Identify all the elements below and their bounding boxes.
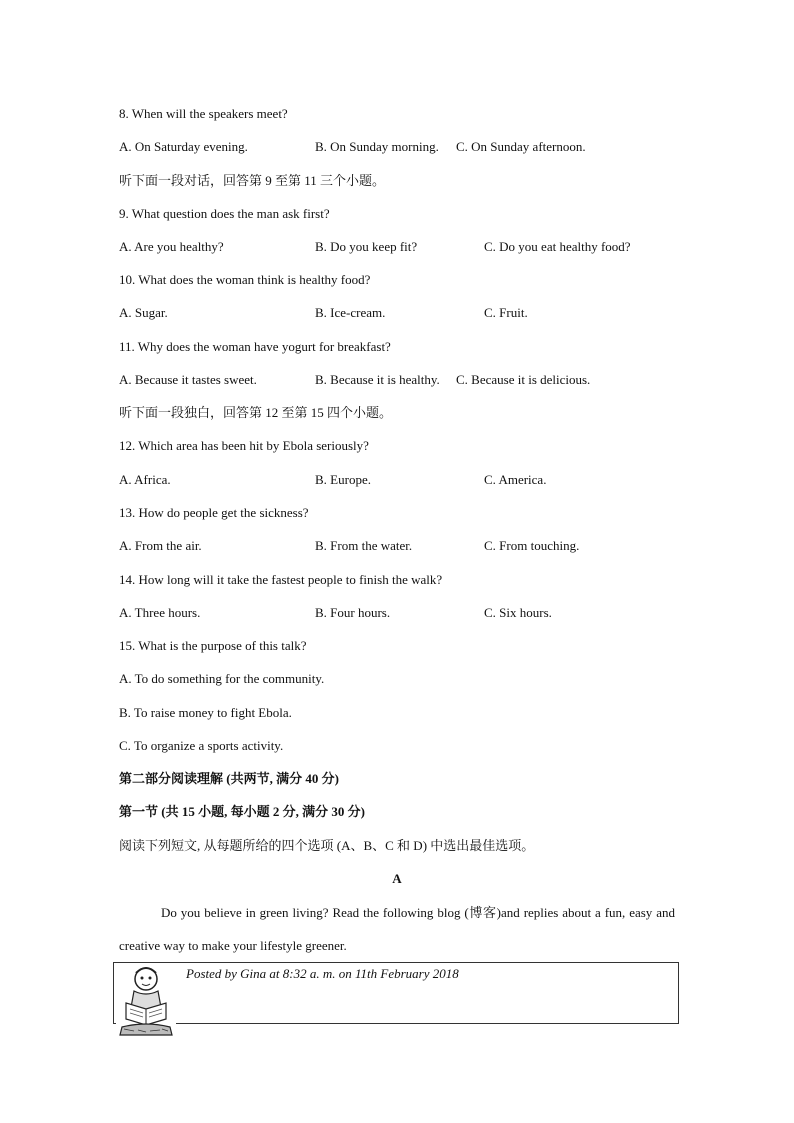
question-13-option-b: B. From the water. (315, 538, 413, 553)
question-8-option-c: C. On Sunday afternoon. (456, 139, 586, 154)
question-12-option-b: B. Europe. (315, 472, 371, 487)
question-15-option-b: B. To raise money to fight Ebola. (119, 705, 292, 720)
question-14-option-c: C. Six hours. (484, 605, 552, 620)
question-13-option-c: C. From touching. (484, 538, 580, 553)
question-12-stem: 12. Which area has been hit by Ebola seriously? (119, 438, 369, 453)
passage-label: A (392, 871, 402, 886)
question-14-option-b: B. Four hours. (315, 605, 391, 620)
instruction-12-15: 听下面一段独白，回答第 12 至第 15 四个小题。 (119, 405, 393, 420)
question-10-option-b: B. Ice-cream. (315, 305, 386, 320)
part-two-title: 第二部分阅读理解 (共两节, 满分 40 分) (119, 771, 339, 786)
question-11-option-c: C. Because it is delicious. (456, 372, 591, 387)
instruction-9-11: 听下面一段对话，回答第 9 至第 11 三个小题。 (119, 173, 386, 188)
question-9-option-c: C. Do you eat healthy food? (484, 239, 631, 254)
question-15-option-a: A. To do something for the community. (119, 671, 325, 686)
question-9-stem: 9. What question does the man ask first? (119, 206, 330, 221)
question-12-option-a: A. Africa. (119, 472, 171, 487)
question-9-option-a: A. Are you healthy? (119, 239, 224, 254)
question-15-option-c: C. To organize a sports activity. (119, 738, 284, 753)
question-12-option-c: C. America. (484, 472, 547, 487)
question-11-option-a: A. Because it tastes sweet. (119, 372, 257, 387)
question-9-option-b: B. Do you keep fit? (315, 239, 418, 254)
question-14-option-a: A. Three hours. (119, 605, 201, 620)
question-8-option-b: B. On Sunday morning. (315, 139, 439, 154)
question-8-stem: 8. When will the speakers meet? (119, 106, 288, 121)
question-11-stem: 11. Why does the woman have yogurt for breakfast? (119, 339, 391, 354)
question-8-option-a: A. On Saturday evening. (119, 139, 248, 154)
question-11-option-b: B. Because it is healthy. (315, 372, 440, 387)
question-13-stem: 13. How do people get the sickness? (119, 505, 309, 520)
question-10-option-c: C. Fruit. (484, 305, 528, 320)
question-10-stem: 10. What does the woman think is healthy food? (119, 272, 371, 287)
reading-child-avatar (116, 963, 176, 1039)
section-one-title: 第一节 (共 15 小题, 每小题 2 分, 满分 30 分) (119, 804, 365, 819)
question-13-option-a: A. From the air. (119, 538, 202, 553)
question-10-option-a: A. Sugar. (119, 305, 168, 320)
reading-instruction: 阅读下列短文, 从每题所给的四个选项 (A、B、C 和 D) 中选出最佳选项。 (119, 838, 535, 853)
passage-intro: Do you believe in green living? Read the following blog (博客)and replies about a fun, easy and creative way to make your lifestyle greener. (119, 905, 675, 953)
question-15-stem: 15. What is the purpose of this talk? (119, 638, 307, 653)
question-14-stem: 14. How long will it take the fastest people to finish the walk? (119, 572, 443, 587)
post-meta: Posted by Gina at 8:32 a. m. on 11th February 2018 (186, 966, 459, 981)
